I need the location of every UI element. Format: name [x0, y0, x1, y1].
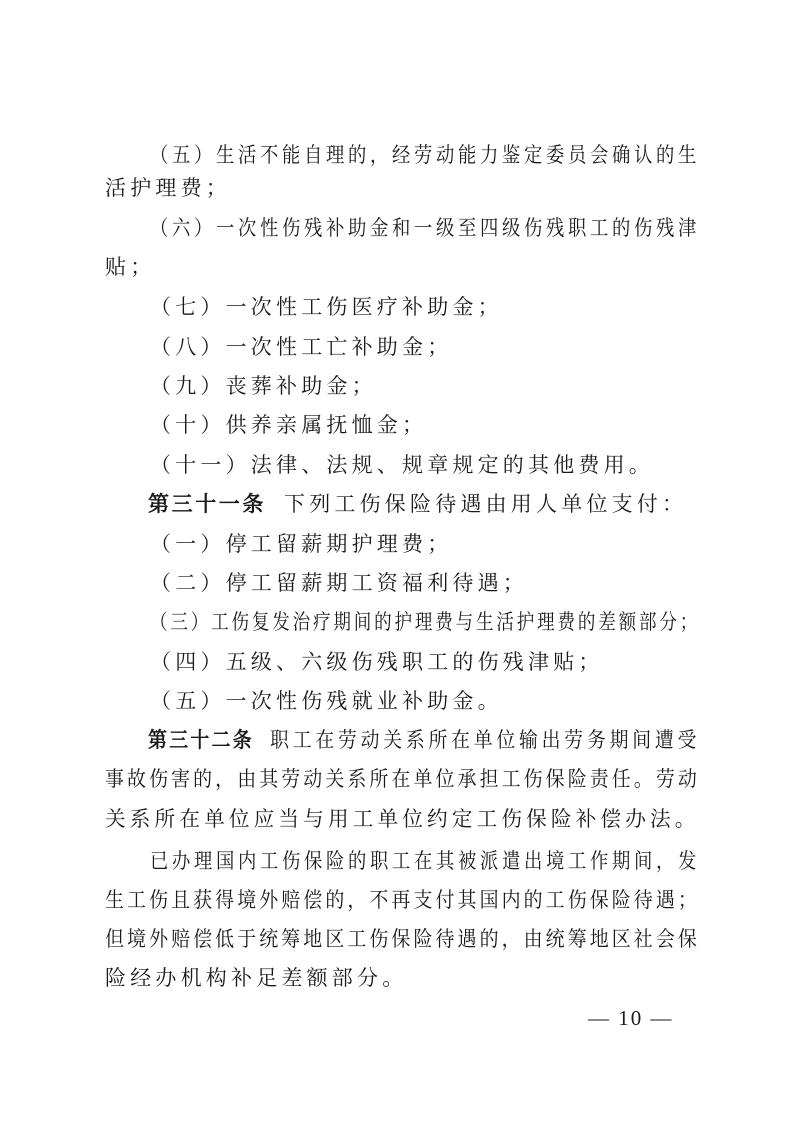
article-31-paragraph	[148, 494, 687, 515]
text-line: 但境外赔偿低于统筹地区工伤保险待遇的，由统筹地区社会保	[105, 927, 700, 951]
article-32-paragraph	[148, 730, 700, 751]
text-line: （八）一次性工亡补助金；	[150, 335, 453, 359]
article-32-heading: 第三十二条	[148, 728, 254, 752]
article-31-text: 下列工伤保险待遇由用人单位支付：	[284, 492, 688, 516]
text-line: （三）工伤复发治疗期间的护理费与生活护理费的差额部分；	[150, 610, 701, 634]
text-line: （六）一次性伤残补助金和一级至四级伤残职工的伤残津	[150, 216, 700, 240]
text-line: 已办理国内工伤保险的职工在其被派遣出境工作期间，发	[150, 849, 700, 873]
text-line: （十）供养亲属抚恤金；	[150, 413, 428, 437]
article-31-heading: 第三十一条	[148, 492, 266, 516]
text-line: （十一）法律、法规、规章规定的其他费用。	[150, 453, 654, 477]
text-line: 贴；	[105, 255, 156, 279]
text-line: （一）停工留薪期护理费；	[150, 532, 453, 556]
text-line: （五）一次性伤残就业补助金。	[150, 689, 503, 713]
text-line: （四）五级、六级伤残职工的伤残津贴；	[150, 650, 604, 674]
text-line: （七）一次性工伤医疗补助金；	[150, 295, 503, 319]
text-line: （九）丧葬补助金；	[150, 374, 377, 398]
page-number: — 10 —	[588, 1006, 674, 1030]
text-line: （五）生活不能自理的，经劳动能力鉴定委员会确认的生	[150, 143, 700, 167]
text-line: 关系所在单位应当与用工单位约定工伤保险补偿办法。	[105, 807, 700, 831]
text-line: 事故伤害的，由其劳动关系所在单位承担工伤保险责任。劳动	[105, 767, 700, 791]
article-32-text: 职工在劳动关系所在单位输出劳务期间遭受	[270, 728, 701, 752]
text-line: 生工伤且获得境外赔偿的，不再支付其国内的工伤保险待遇；	[105, 888, 700, 912]
text-line: 险经办机构补足差额部分。	[105, 966, 408, 990]
text-line: 活护理费；	[105, 176, 231, 200]
text-line: （二）停工留薪期工资福利待遇；	[150, 571, 528, 595]
